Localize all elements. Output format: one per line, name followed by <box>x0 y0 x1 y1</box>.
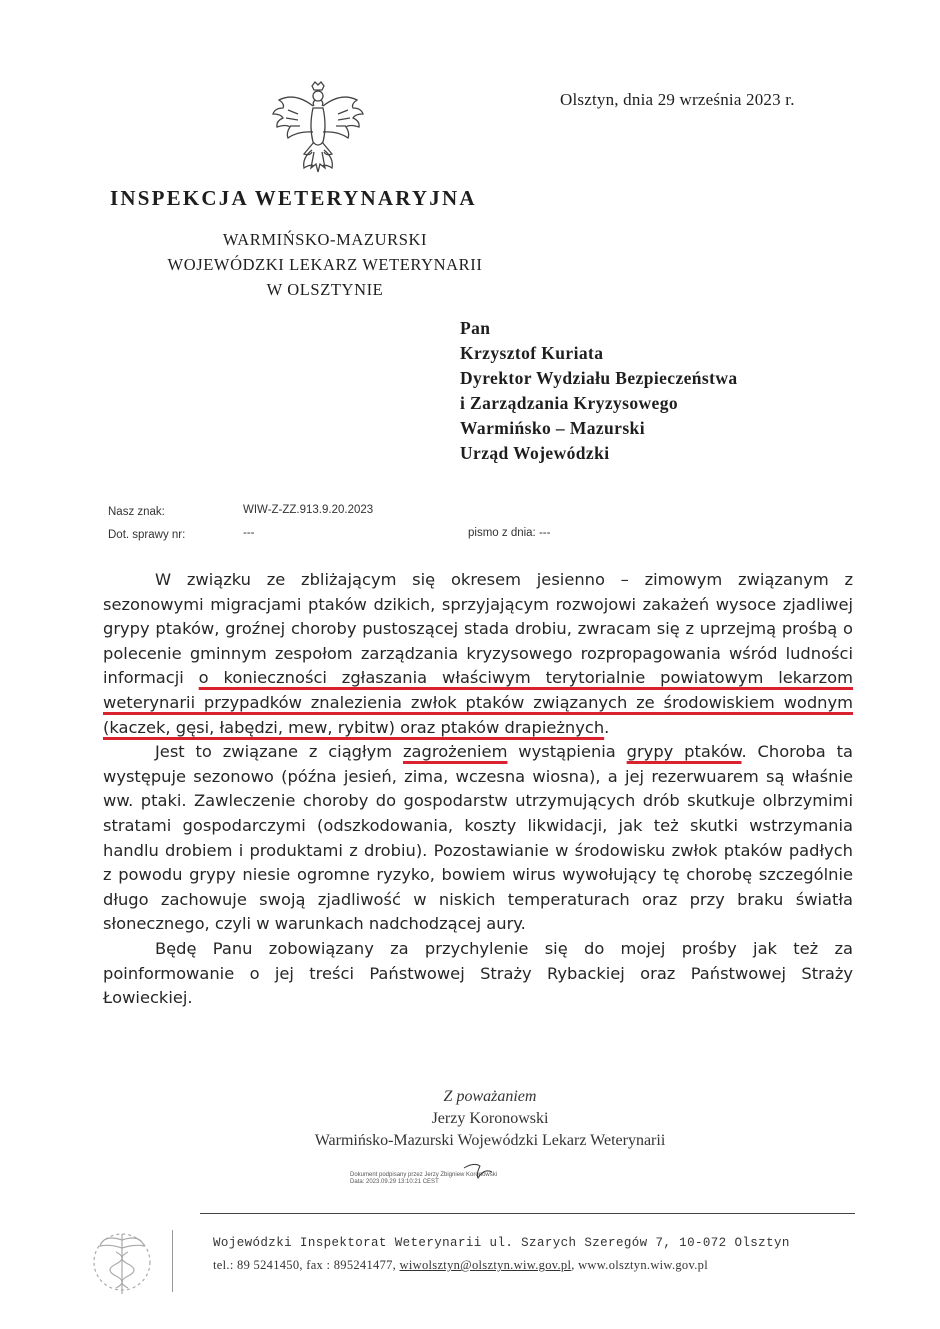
paragraph-2-mid: wystąpienia <box>507 742 627 762</box>
recipient-title-1: Dyrektor Wydziału Bezpieczeństwa <box>460 368 738 388</box>
letter-body <box>103 568 853 1011</box>
recipient-salutation: Pan <box>460 318 491 338</box>
recipient-office-2: Urząd Wojewódzki <box>460 443 610 463</box>
signer-name: Jerzy Koronowski <box>431 1110 549 1127</box>
footer-phone-fax: tel.: 89 5241450, fax : 895241477, <box>213 1258 400 1272</box>
paragraph-1-end: . <box>604 717 610 737</box>
office-line-1: WARMIŃSKO-MAZURSKI <box>222 230 428 249</box>
institution-name: INSPEKCJA WETERYNARYJNA <box>110 186 477 210</box>
footer-address: Wojewódzki Inspektorat Weterynarii ul. Szarych Szeregów 7, 10-072 Olsztyn <box>213 1236 790 1250</box>
footer-website[interactable]: www.olsztyn.wiw.gov.pl <box>578 1258 708 1272</box>
paragraph-2-rest: . Choroba ta występuje sezonowo (późna jesień, zima, wczesna wiosna), a jej rezerwuarem są właśnie ww. ptaki. Zawleczenie choroby do gospodarstw utrzymujących drób skutkuje olbrzymimi stratami gospodarczymi (odszkodowania, koszty likwidacji, jak też skutki wstrzymania handlu drobiem i produktami z drobiu). Pozostawianie w środowisku zwłok ptaków padłych z powodu grypy niesie ogromne ryzyko, bowiem wirus wywołujący tę chorobę szczególnie długo zachowuje swoją zjadliwość w niskich temperaturach oraz przy braku światła słonecznego, czyli w warunkach nadchodzącej aury. <box>103 742 853 934</box>
signature-block <box>230 1086 750 1152</box>
paragraph-3: Będę Panu zobowiązany za przychylenie się do mojej prośby jak też za poinformowanie o jej treści Państwowej Straży Rybackiej oraz Państwowej Straży Łowieckiej. <box>103 938 853 1008</box>
paragraph-2-start: Jest to związane z ciągłym <box>155 742 403 762</box>
office-line-3: W OLSZTYNIE <box>266 280 384 299</box>
underlined-threat: zagrożeniem <box>403 742 508 762</box>
footer-email-link[interactable]: wiwolsztyn@olsztyn.wiw.gov.pl <box>399 1258 572 1272</box>
recipient-name: Krzysztof Kuriata <box>460 343 604 363</box>
our-ref-value: WIW-Z-ZZ.913.9.20.2023 <box>243 504 374 516</box>
paragraph-1-text: W związku ze zbliżającym się okresem jesienno – zimowym związanym z sezonowymi migracjami ptaków dzikich, sprzyjającym rozwojowi zakażeń wysoce zjadliwej grypy ptaków, groźnej choroby pustoszącej stada drobiu, zwracam się z uprzejmą prośbą o polecenie gminnym zespołom zarządzania kryzysowego rozpropagowania wśród ludności informacji <box>103 570 853 688</box>
footer-separator: , <box>571 1258 579 1272</box>
closing: Z poważaniem <box>443 1088 537 1105</box>
underlined-bird-flu: grypy ptaków <box>626 742 742 762</box>
case-value: --- <box>243 527 255 539</box>
signer-title: Warmińsko-Mazurski Wojewódzki Lekarz Weterynarii <box>314 1132 666 1149</box>
footer-divider <box>200 1213 855 1214</box>
office-line-2: WOJEWÓDZKI LEKARZ WETERYNARII <box>167 255 483 274</box>
paragraph-1 <box>103 568 853 740</box>
esig-signed-by: Dokument podpisany przez Jerzy Zbigniew Koronowski <box>350 1172 498 1178</box>
case-label: Dot. sprawy nr: <box>108 529 186 541</box>
caduceus-logo-icon <box>88 1222 156 1302</box>
electronic-signature <box>350 1160 550 1190</box>
our-ref-label: Nasz znak: <box>108 506 165 518</box>
letter-date: pismo z dnia: --- <box>468 527 551 539</box>
polish-eagle-emblem <box>268 80 368 176</box>
signature-scribble-icon <box>460 1160 500 1188</box>
recipient-office-1: Warmińsko – Mazurski <box>460 418 645 438</box>
footer-contact <box>213 1258 708 1273</box>
paragraph-2 <box>103 740 853 937</box>
footer-vertical-divider <box>172 1230 173 1292</box>
underlined-request: o konieczności zgłaszania właściwym terytorialnie powiatowym lekarzom weterynarii przypadków znalezienia zwłok ptaków związanych ze środowiskiem wodnym (kaczek, gęsi, łabędzi, mew, rybitw) oraz ptaków drapieżnych <box>103 668 853 737</box>
esig-date: Data: 2023.09.29 13:10:21 CEST <box>350 1179 439 1185</box>
place-date: Olsztyn, dnia 29 września 2023 r. <box>560 90 795 109</box>
recipient-title-2: i Zarządzania Kryzysowego <box>460 393 679 413</box>
